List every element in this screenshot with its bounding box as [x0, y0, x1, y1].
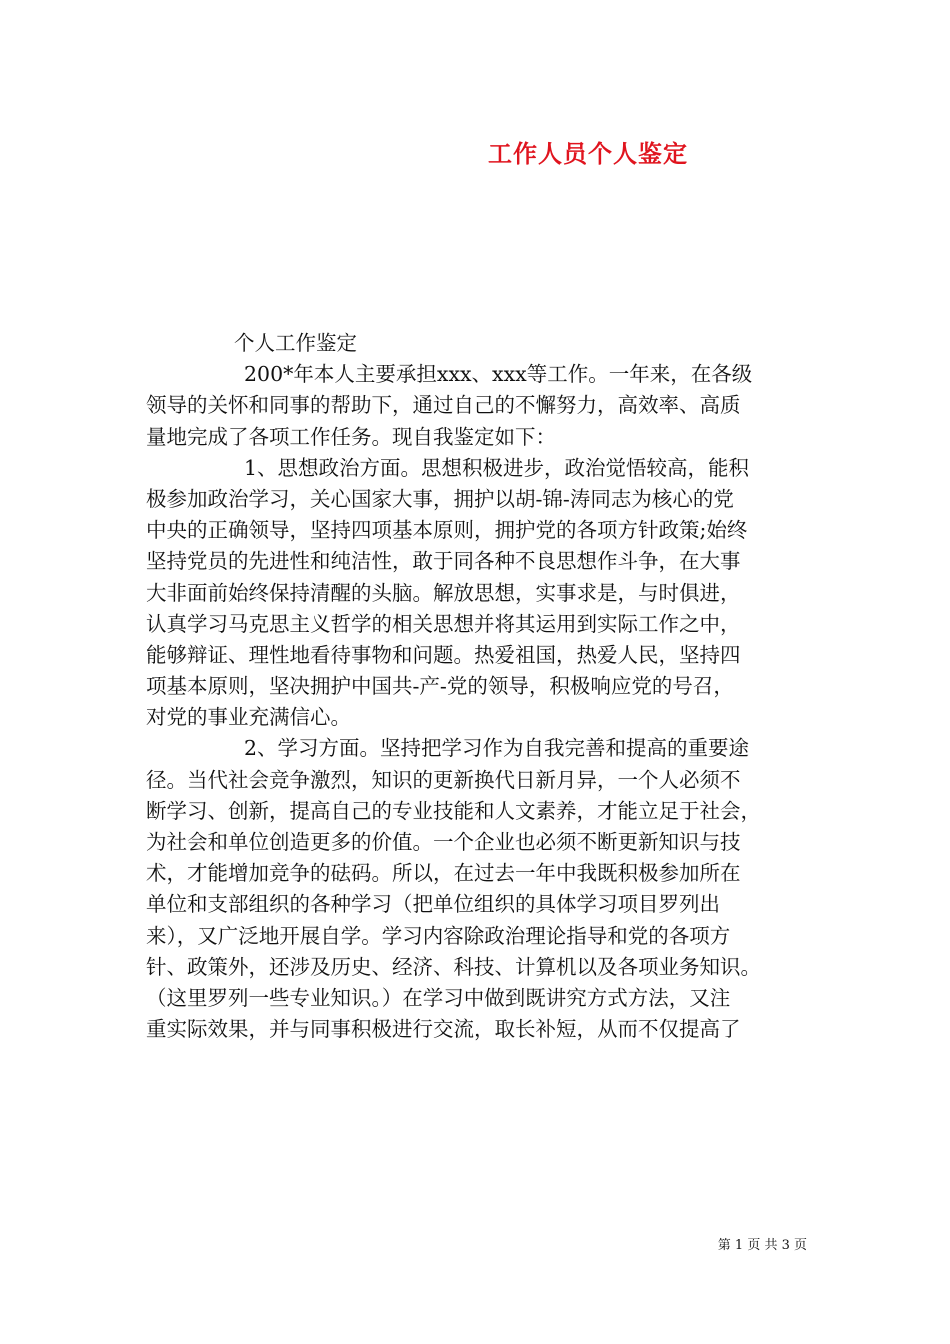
paragraph-line: 2、学习方面。坚持把学习作为自我完善和提高的重要途	[244, 736, 750, 761]
paragraph-line: 大非面前始终保持清醒的头脑。解放思想，实事求是，与时俱进，	[146, 580, 741, 605]
document-title: 工作人员个人鉴定	[488, 139, 688, 168]
paragraph-line: 单位和支部组织的各种学习（把单位组织的具体学习项目罗列出	[146, 892, 720, 917]
paragraph-line: 1、思想政治方面。思想积极进步，政治觉悟较高，能积	[244, 455, 750, 480]
document-body	[146, 328, 818, 1045]
paragraph-line: 200*年本人主要承担xxx、xxx等工作。一年来，在各级	[244, 362, 753, 387]
paragraph-line: （这里罗列一些专业知识。）在学习中做到既讲究方式方法，又注	[146, 985, 731, 1010]
paragraph-line: 认真学习马克思主义哲学的相关思想并将其运用到实际工作之中，	[146, 611, 741, 636]
paragraph-line: 领导的关怀和同事的帮助下，通过自己的不懈努力，高效率、高质	[146, 393, 741, 418]
paragraph-line: 为社会和单位创造更多的价值。一个企业也必须不断更新知识与技	[146, 830, 741, 854]
paragraph-line: 极参加政治学习，关心国家大事，拥护以胡-锦-涛同志为核心的党	[146, 486, 734, 511]
paragraph-line: 能够辩证、理性地看待事物和问题。热爱祖国，热爱人民，坚持四	[146, 642, 741, 667]
paragraph-line: 量地完成了各项工作任务。现自我鉴定如下：	[146, 424, 556, 449]
paragraph-line: 中央的正确领导，坚持四项基本原则，拥护党的各项方针政策;始终	[146, 518, 748, 543]
paragraph-line: 径。当代社会竞争激烈，知识的更新换代日新月异，一个人必须不	[146, 767, 741, 792]
paragraph-line: 重实际效果，并与同事积极进行交流，取长补短，从而不仅提高了	[146, 1017, 741, 1042]
paragraph-line: 项基本原则，坚决拥护中国共-产-党的领导，积极响应党的号召，	[146, 674, 734, 699]
paragraph-line: 断学习、创新，提高自己的专业技能和人文素养，才能立足于社会，	[146, 798, 761, 823]
paragraph-line: 坚持党员的先进性和纯洁性，敢于同各种不良思想作斗争，在大事	[146, 549, 741, 574]
page-number: 第 1 页 共 3 页	[717, 1238, 807, 1253]
paragraph-line: 对党的事业充满信心。	[146, 705, 351, 730]
paragraph-line: 来），又广泛地开展自学。学习内容除政治理论指导和党的各项方	[146, 923, 731, 948]
paragraph-line: 针、政策外，还涉及历史、经济、科技、计算机以及各项业务知识。	[146, 954, 761, 979]
section-heading: 个人工作鉴定	[234, 331, 357, 355]
paragraph-line: 术，才能增加竞争的砝码。所以，在过去一年中我既积极参加所在	[146, 861, 741, 886]
